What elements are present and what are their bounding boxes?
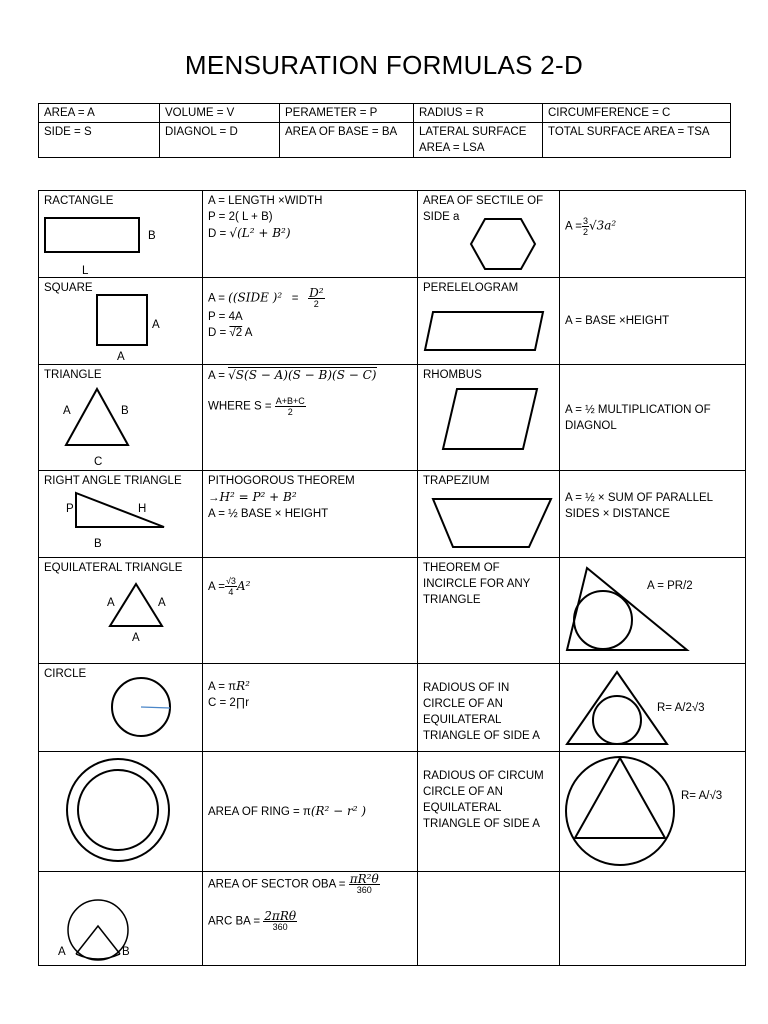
label: A <box>152 319 160 331</box>
ring-figure-cell <box>39 752 203 872</box>
ring-formula-cell <box>203 752 418 872</box>
formula: A = LENGTH ×WIDTH <box>208 195 323 207</box>
legend-cell: VOLUME = V <box>160 104 280 123</box>
right-triangle-formula-cell <box>203 471 418 558</box>
label: H <box>138 503 147 515</box>
formula: A = $\frac{3}{2}$ √3a² <box>565 215 617 237</box>
sector-figure-cell <box>39 872 203 966</box>
hexagon-figure-cell <box>418 191 560 278</box>
legend-cell: SIDE = S <box>39 123 160 158</box>
square-figure-cell <box>39 278 203 365</box>
hexagon-shape <box>469 217 539 273</box>
label: B <box>148 230 156 242</box>
shape-name: RADIOUS OF IN CIRCLE OF AN EQUILATERAL TRIANGLE OF SIDE A <box>423 682 540 742</box>
formula: D = √(L² + B²) <box>208 226 291 240</box>
label: C <box>94 456 103 468</box>
shape-name: RIGHT ANGLE TRIANGLE <box>44 475 182 487</box>
label: A <box>107 597 115 609</box>
circle-figure-cell <box>39 664 203 752</box>
trapezium-shape <box>431 497 555 551</box>
circle-formula-cell <box>203 664 418 752</box>
legend-cell: AREA OF BASE = BA <box>280 123 414 158</box>
formula: →H² = P² + B² <box>208 490 297 504</box>
label: B <box>121 405 129 417</box>
ring-shape <box>66 756 176 864</box>
label: L <box>82 265 89 277</box>
shape-name: RHOMBUS <box>423 369 482 381</box>
empty-cell <box>560 872 746 966</box>
label: P <box>66 503 74 515</box>
formula: A = $\frac{√3}{4}$ A² <box>208 576 251 597</box>
formula: AREA OF RING = π(R² − r² ) <box>208 804 367 818</box>
right-triangle-figure-cell <box>39 471 203 558</box>
formula: A = PR/2 <box>647 580 693 592</box>
formula: R= A/√3 <box>681 790 723 802</box>
page-title: MENSURATION FORMULAS 2-D <box>184 50 584 80</box>
formula: A = ((SIDE )² = $\frac{\text{D²}}{2}$ <box>208 286 324 309</box>
label: B <box>122 946 130 958</box>
shape-name: PERELELOGRAM <box>423 282 519 294</box>
formula: P = 2( L + B) <box>208 211 273 223</box>
rectangle-figure-cell <box>39 191 203 278</box>
formula: A = πR² <box>208 679 250 693</box>
right-triangle-shape <box>74 491 168 531</box>
circumradius-text-cell <box>418 752 560 872</box>
legend-cell: CIRCUMFERENCE = C <box>543 104 731 123</box>
formula-table <box>38 190 746 966</box>
rhombus-formula-cell <box>560 365 746 471</box>
legend-cell: AREA = A <box>39 104 160 123</box>
label: A <box>63 405 71 417</box>
formula: A = ½ BASE × HEIGHT <box>208 508 329 520</box>
equilateral-formula-cell <box>203 558 418 664</box>
parallelogram-figure-cell <box>418 278 560 365</box>
shape-name: AREA OF SECTILE OF SIDE a <box>423 195 544 223</box>
formula: D = √2 A <box>208 327 253 339</box>
legend-cell: RADIUS = R <box>414 104 543 123</box>
triangle-formula-cell <box>203 365 418 471</box>
parallelogram-formula-cell <box>560 278 746 365</box>
inradius-text-cell <box>418 664 560 752</box>
legend-cell: TOTAL SURFACE AREA = TSA <box>543 123 731 158</box>
inradius-shape <box>565 670 669 746</box>
shape-name: EQUILATERAL TRIANGLE <box>44 562 183 574</box>
square-formula-cell <box>203 278 418 365</box>
incircle-figure-cell <box>560 558 746 664</box>
circumradius-shape <box>565 756 681 868</box>
shape-name: CIRCLE <box>44 668 87 680</box>
legend-cell: PERAMETER = P <box>280 104 414 123</box>
shape-name: RADIOUS OF CIRCUM CIRCLE OF AN EQUILATERAL TRIANGLE OF SIDE A <box>423 770 544 830</box>
incircle-text-cell <box>418 558 560 664</box>
formula: A = BASE ×HEIGHT <box>565 315 670 327</box>
label: A <box>117 351 125 363</box>
formula: A = ½ MULTIPLICATION OF DIAGNOL <box>565 403 711 432</box>
formula: C = 2∏r <box>208 697 250 709</box>
label: A <box>58 946 66 958</box>
trapezium-formula-cell <box>560 471 746 558</box>
formula: PITHOGOROUS THEOREM <box>208 475 355 487</box>
rectangle-formula-cell <box>203 191 418 278</box>
formula: P = 4A <box>208 311 243 323</box>
shape-name: SQUARE <box>44 282 93 294</box>
legend-cell: LATERAL SURFACE AREA = LSA <box>414 123 543 158</box>
rectangle-shape <box>44 217 144 257</box>
shape-name: THEOREM OF INCIRCLE FOR ANY TRIANGLE <box>423 562 531 606</box>
formula: AREA OF SECTOR OBA = $\frac{\text{πR²θ}}{360}$ <box>208 872 379 895</box>
formula: ARC BA = $\frac{\text{2πRθ}}{360}$ <box>208 909 297 932</box>
hexagon-formula-cell <box>560 191 746 278</box>
label: A <box>158 597 166 609</box>
formula: WHERE S = $\frac{A+B+C}{2}$ <box>208 396 305 417</box>
circle-shape <box>110 678 180 738</box>
equilateral-figure-cell <box>39 558 203 664</box>
label: A <box>132 632 140 644</box>
circumradius-figure-cell <box>560 752 746 872</box>
shape-name: TRAPEZIUM <box>423 475 490 487</box>
shape-name: TRIANGLE <box>44 369 102 381</box>
trapezium-figure-cell <box>418 471 560 558</box>
legend-cell: DIAGNOL = D <box>160 123 280 158</box>
empty-cell <box>418 872 560 966</box>
formula: R= A/2√3 <box>657 702 705 714</box>
label: B <box>94 538 102 550</box>
shape-name: RACTANGLE <box>44 195 114 207</box>
square-shape <box>96 294 152 348</box>
triangle-figure-cell <box>39 365 203 471</box>
formula: A = √S(S − A)(S − B)(S − C) <box>208 368 377 382</box>
sector-formula-cell <box>203 872 418 966</box>
abbreviation-legend <box>38 103 731 158</box>
formula: A = ½ × SUM OF PARALLEL SIDES × DISTANCE <box>565 492 713 520</box>
inradius-figure-cell <box>560 664 746 752</box>
parallelogram-shape <box>423 310 547 354</box>
rhombus-shape <box>441 387 541 453</box>
rhombus-figure-cell <box>418 365 560 471</box>
